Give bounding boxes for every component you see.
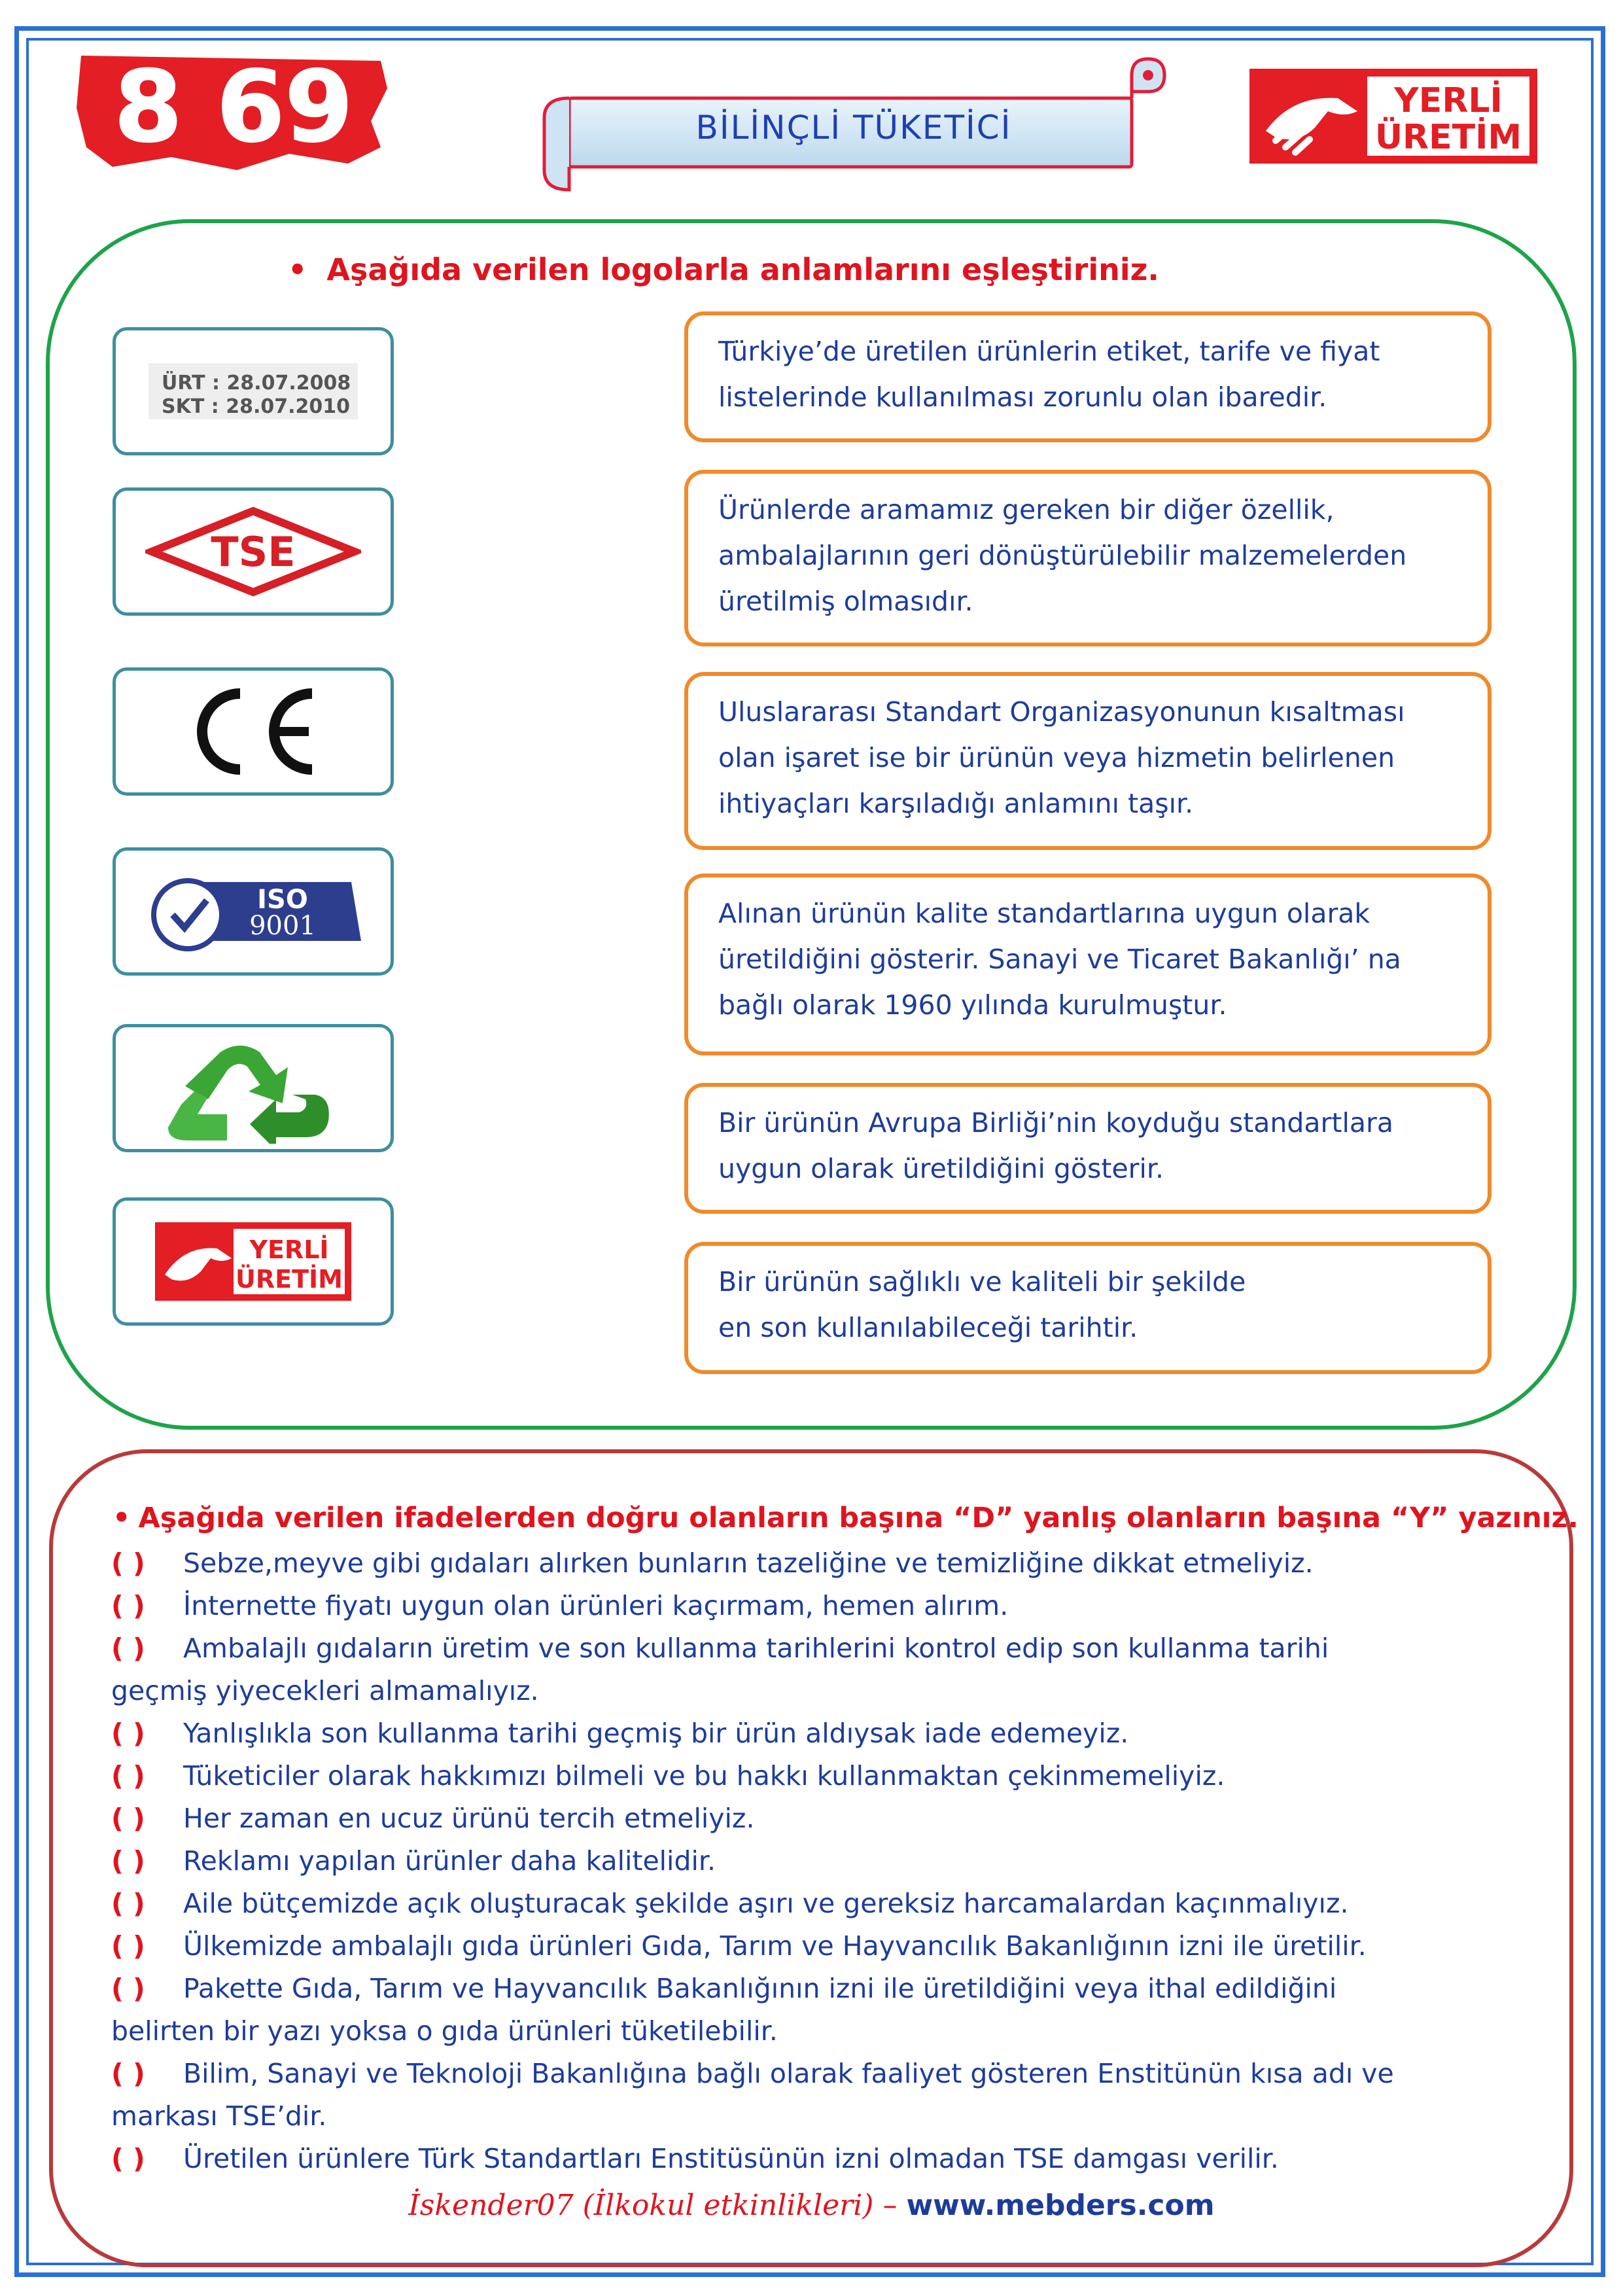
iso-number: 9001	[249, 911, 316, 941]
statement-10-cont: belirten bir yazı yoksa o gıda ürünleri tüketilebilir.	[111, 2015, 778, 2047]
definition-text: olan işaret ise bir ürünün veya hizmetin belirlenen	[718, 742, 1395, 773]
definition-text: Türkiye’de üretilen ürünlerin etiket, tarife ve fiyat	[718, 336, 1380, 367]
answer-blank[interactable]: ( )	[111, 1888, 145, 1919]
statement-text: Pakette Gıda, Tarım ve Hayvancılık Bakanlığının izni ile üretildiğini veya ithal edildiğini	[183, 1973, 1337, 2004]
matching-instruction: Aşağıda verilen logolarla anlamlarını eşleştiriniz.	[326, 252, 1159, 287]
yerli-line1: YERLİ	[249, 1235, 329, 1264]
definition-box-6	[684, 1242, 1492, 1374]
answer-blank[interactable]: ( )	[111, 2143, 145, 2174]
answer-blank[interactable]: ( )	[111, 1590, 145, 1621]
statement-text: Ülkemizde ambalajlı gıda ürünleri Gıda, Tarım ve Hayvancılık Bakanlığının izni ile üretilir.	[183, 1930, 1367, 1962]
yerli-top-line2: ÜRETİM	[1374, 118, 1522, 157]
date-label-icon	[135, 355, 371, 427]
answer-blank[interactable]: ( )	[111, 1845, 145, 1877]
tse-text: TSE	[211, 528, 296, 576]
statement-11-cont: markası TSE’dir.	[111, 2100, 327, 2132]
statement-text: Tüketiciler olarak hakkımızı bilmeli ve bu hakkı kullanmaktan çekinmemeliyiz.	[183, 1760, 1225, 1792]
statement-5	[111, 1755, 1225, 1797]
statement-8	[111, 1882, 1349, 1925]
logo-box-iso	[113, 847, 394, 976]
definition-text: uygun olarak üretildiğini gösterir.	[718, 1153, 1164, 1184]
definition-box-5	[684, 1083, 1492, 1214]
yerli-uretim-icon	[155, 1222, 351, 1301]
statement-text: İnternette fiyatı uygun olan ürünleri kaçırmam, hemen alırım.	[183, 1590, 1009, 1621]
definition-box-3	[684, 672, 1492, 850]
statement-3-cont: geçmiş yiyecekleri almamalıyız.	[111, 1675, 539, 1706]
statement-text: Aile bütçemizde açık oluşturacak şekilde aşırı ve gereksiz harcamalardan kaçınmalıyız.	[183, 1888, 1349, 1919]
definition-text: üretildiğini gösterir. Sanayi ve Ticaret Bakanlığı’ na	[718, 944, 1401, 975]
statement-text: Yanlışlıkla son kullanma tarihi geçmiş bir ürün aldıysak iade edemeyiz.	[183, 1718, 1129, 1749]
yerli-uretim-logo-top	[1249, 69, 1537, 164]
answer-blank[interactable]: ( )	[111, 1760, 145, 1792]
iso-text: ISO	[257, 885, 308, 915]
logo-869	[73, 49, 394, 173]
statement-text: Bilim, Sanayi ve Teknoloji Bakanlığına bağlı olarak faaliyet gösteren Enstitünün kısa adı ve	[183, 2058, 1394, 2089]
page-title: BİLİNÇLİ TÜKETİCİ	[695, 109, 1012, 147]
statement-11	[111, 2053, 1394, 2095]
statement-3	[111, 1627, 1329, 1670]
definition-text: en son kullanılabileceği tarihtir.	[718, 1312, 1138, 1343]
statement-10	[111, 1968, 1336, 2010]
logo-box-yerli	[113, 1197, 394, 1326]
true-false-instruction-row	[113, 1502, 1579, 1534]
footer-dash: –	[873, 2189, 907, 2222]
definition-text: üretilmiş olmasıdır.	[718, 586, 973, 617]
definition-box-2	[684, 470, 1492, 646]
bullet-icon: •	[288, 252, 307, 287]
recycle-icon	[142, 1033, 364, 1144]
date-line2: SKT : 28.07.2010	[162, 395, 350, 418]
logo-box-tse	[113, 487, 394, 616]
statement-text: Her zaman en ucuz ürünü tercih etmeliyiz.	[183, 1803, 755, 1834]
statement-7	[111, 1840, 716, 1882]
statement-2	[111, 1585, 1008, 1627]
definition-text: Uluslararası Standart Organizasyonunun kısaltması	[718, 696, 1405, 728]
tse-logo-icon	[145, 506, 361, 597]
yerli-top-line1: YERLİ	[1394, 81, 1503, 120]
logo-box-recycle	[113, 1024, 394, 1152]
statement-4	[111, 1712, 1128, 1755]
definition-text: ihtiyaçları karşıladığı anlamını taşır.	[718, 788, 1194, 819]
answer-blank[interactable]: ( )	[111, 1803, 145, 1834]
answer-blank[interactable]: ( )	[111, 1718, 145, 1749]
answer-blank[interactable]: ( )	[111, 1973, 145, 2004]
answer-blank[interactable]: ( )	[111, 1633, 145, 1664]
definition-text: listelerinde kullanılması zorunlu olan ibaredir.	[718, 381, 1327, 413]
statement-text: Üretilen ürünlere Türk Standartları Enstitüsünün izni olmadan TSE damgası verilir.	[183, 2143, 1279, 2174]
definition-text: Bir ürünün sağlıklı ve kaliteli bir şekilde	[718, 1266, 1246, 1298]
answer-blank[interactable]: ( )	[111, 1930, 145, 1962]
statement-text: Reklamı yapılan ürünler daha kalitelidir.	[183, 1845, 716, 1877]
iso-9001-icon	[139, 869, 368, 954]
definition-box-4	[684, 874, 1492, 1055]
footer-site-link[interactable]: www.mebders.com	[906, 2189, 1215, 2222]
statement-12	[111, 2138, 1279, 2180]
date-line1: ÜRT : 28.07.2008	[162, 372, 351, 395]
statement-text: Sebze,meyve gibi gıdaları alırken bunların tazeliğine ve temizliğine dikkat etmeliyiz.	[183, 1547, 1314, 1579]
logo-box-ce	[113, 667, 394, 796]
ce-mark-icon	[175, 679, 332, 784]
definition-text: bağlı olarak 1960 yılında kurulmuştur.	[718, 989, 1227, 1021]
footer	[0, 2189, 1623, 2222]
logo-box-date	[113, 327, 394, 455]
answer-blank[interactable]: ( )	[111, 2058, 145, 2089]
footer-author: İskender07 (İlkokul etkinlikleri)	[408, 2189, 874, 2222]
statement-text: Ambalajlı gıdaların üretim ve son kullanma tarihlerini kontrol edip son kullanma tarihi	[183, 1633, 1329, 1664]
yerli-line2: ÜRETİM	[236, 1265, 343, 1294]
true-false-instruction: Aşağıda verilen ifadelerden doğru olanların başına “D” yanlış olanların başına “Y” yazınız.	[138, 1502, 1579, 1534]
statement-6	[111, 1797, 754, 1840]
statement-1	[111, 1542, 1314, 1585]
bullet-icon: •	[113, 1502, 131, 1534]
answer-blank[interactable]: ( )	[111, 1547, 145, 1579]
definition-text: Bir ürünün Avrupa Birliği’nin koyduğu standartlara	[718, 1107, 1393, 1139]
definition-text: ambalajlarının geri dönüştürülebilir malzemelerden	[718, 540, 1407, 571]
definition-text: Alınan ürünün kalite standartlarına uygun olarak	[718, 898, 1370, 929]
matching-instruction-row	[288, 252, 1159, 287]
definition-box-1	[684, 311, 1492, 442]
definition-text: Ürünlerde aramamız gereken bir diğer özellik,	[718, 494, 1335, 525]
logo-869-text: 8 69	[114, 50, 353, 164]
statement-9	[111, 1925, 1367, 1968]
